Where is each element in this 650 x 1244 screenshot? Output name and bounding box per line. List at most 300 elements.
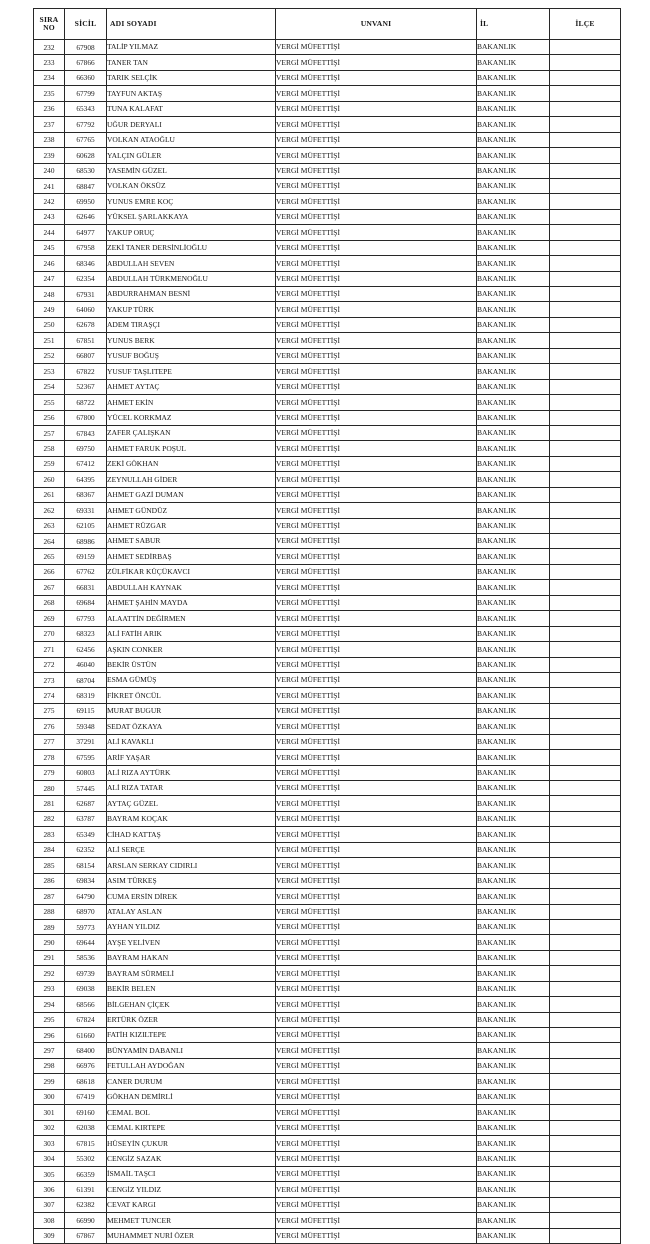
cell-unvani: VERGİ MÜFETTİŞİ — [276, 734, 477, 749]
cell-sira-no: 307 — [34, 1197, 65, 1212]
table-row — [34, 1028, 621, 1043]
cell-adi-soyadi: AHMET GAZİ DUMAN — [107, 487, 276, 502]
table-row — [34, 487, 621, 502]
cell-sira-no: 309 — [34, 1228, 65, 1243]
cell-adi-soyadi: ABDULLAH SEVEN — [107, 256, 276, 271]
cell-ilce — [550, 966, 621, 981]
column-header-adi-soyadi: ADI SOYADI — [107, 9, 276, 40]
cell-adi-soyadi: AHMET ŞAHİN MAYDA — [107, 595, 276, 610]
cell-ilce — [550, 132, 621, 147]
table-row — [34, 456, 621, 471]
cell-sicil: 68323 — [65, 626, 107, 641]
cell-unvani: VERGİ MÜFETTİŞİ — [276, 163, 477, 178]
cell-il: BAKANLIK — [477, 1058, 550, 1073]
table-row — [34, 163, 621, 178]
cell-il: BAKANLIK — [477, 456, 550, 471]
cell-sicil: 67595 — [65, 750, 107, 765]
table-row — [34, 40, 621, 55]
cell-sicil: 66831 — [65, 580, 107, 595]
cell-il: BAKANLIK — [477, 1120, 550, 1135]
cell-unvani: VERGİ MÜFETTİŞİ — [276, 256, 477, 271]
cell-ilce — [550, 734, 621, 749]
cell-sira-no: 278 — [34, 750, 65, 765]
cell-il: BAKANLIK — [477, 904, 550, 919]
cell-adi-soyadi: ABDULLAH KAYNAK — [107, 580, 276, 595]
cell-unvani: VERGİ MÜFETTİŞİ — [276, 86, 477, 101]
cell-sira-no: 274 — [34, 688, 65, 703]
cell-il: BAKANLIK — [477, 657, 550, 672]
column-header-unvani: UNVANI — [276, 9, 477, 40]
cell-adi-soyadi: İSMAİL TAŞCI — [107, 1166, 276, 1181]
cell-sira-no: 267 — [34, 580, 65, 595]
cell-sicil: 65343 — [65, 101, 107, 116]
cell-adi-soyadi: AHMET SEDİRBAŞ — [107, 549, 276, 564]
cell-sicil: 68847 — [65, 178, 107, 193]
cell-ilce — [550, 163, 621, 178]
cell-sira-no: 293 — [34, 981, 65, 996]
cell-sira-no: 268 — [34, 595, 65, 610]
cell-adi-soyadi: MURAT BUGUR — [107, 703, 276, 718]
cell-unvani: VERGİ MÜFETTİŞİ — [276, 611, 477, 626]
cell-il: BAKANLIK — [477, 549, 550, 564]
table-row — [34, 966, 621, 981]
table-row — [34, 317, 621, 332]
cell-unvani: VERGİ MÜFETTİŞİ — [276, 302, 477, 317]
table-row — [34, 1151, 621, 1166]
cell-sicil: 37291 — [65, 734, 107, 749]
cell-il: BAKANLIK — [477, 1213, 550, 1228]
document-page — [33, 8, 620, 1244]
cell-il: BAKANLIK — [477, 889, 550, 904]
cell-il: BAKANLIK — [477, 611, 550, 626]
cell-adi-soyadi: AYHAN YILDIZ — [107, 919, 276, 934]
cell-il: BAKANLIK — [477, 966, 550, 981]
cell-il: BAKANLIK — [477, 101, 550, 116]
table-row — [34, 1197, 621, 1212]
table-row — [34, 935, 621, 950]
cell-unvani: VERGİ MÜFETTİŞİ — [276, 842, 477, 857]
cell-sicil: 67799 — [65, 86, 107, 101]
cell-adi-soyadi: ERTÜRK ÖZER — [107, 1012, 276, 1027]
table-row — [34, 132, 621, 147]
cell-sicil: 68970 — [65, 904, 107, 919]
column-header-sicil: SİCİL — [65, 9, 107, 40]
cell-il: BAKANLIK — [477, 1151, 550, 1166]
cell-il: BAKANLIK — [477, 256, 550, 271]
header-sira-line2: NO — [43, 23, 55, 32]
cell-sicil: 58536 — [65, 950, 107, 965]
cell-il: BAKANLIK — [477, 950, 550, 965]
table-row — [34, 919, 621, 934]
cell-sicil: 68154 — [65, 858, 107, 873]
cell-unvani: VERGİ MÜFETTİŞİ — [276, 997, 477, 1012]
cell-sicil: 67419 — [65, 1089, 107, 1104]
cell-sira-no: 244 — [34, 225, 65, 240]
cell-adi-soyadi: FİKRET ÖNCÜL — [107, 688, 276, 703]
cell-sicil: 69834 — [65, 873, 107, 888]
cell-sicil: 68400 — [65, 1043, 107, 1058]
cell-ilce — [550, 904, 621, 919]
cell-unvani: VERGİ MÜFETTİŞİ — [276, 101, 477, 116]
cell-ilce — [550, 55, 621, 70]
cell-sira-no: 266 — [34, 564, 65, 579]
table-row — [34, 611, 621, 626]
cell-sicil: 67843 — [65, 425, 107, 440]
cell-adi-soyadi: HÜSEYİN ÇUKUR — [107, 1136, 276, 1151]
cell-adi-soyadi: AHMET FARUK POŞUL — [107, 441, 276, 456]
cell-il: BAKANLIK — [477, 410, 550, 425]
cell-ilce — [550, 1197, 621, 1212]
table-row — [34, 395, 621, 410]
cell-ilce — [550, 873, 621, 888]
cell-unvani: VERGİ MÜFETTİŞİ — [276, 564, 477, 579]
table-row — [34, 796, 621, 811]
cell-ilce — [550, 317, 621, 332]
cell-ilce — [550, 827, 621, 842]
cell-adi-soyadi: ALİ FATİH ARIK — [107, 626, 276, 641]
cell-sira-no: 297 — [34, 1043, 65, 1058]
cell-ilce — [550, 117, 621, 132]
cell-ilce — [550, 240, 621, 255]
cell-ilce — [550, 518, 621, 533]
cell-il: BAKANLIK — [477, 194, 550, 209]
table-row — [34, 86, 621, 101]
table-row — [34, 101, 621, 116]
cell-ilce — [550, 626, 621, 641]
cell-unvani: VERGİ MÜFETTİŞİ — [276, 781, 477, 796]
cell-unvani: VERGİ MÜFETTİŞİ — [276, 287, 477, 302]
cell-il: BAKANLIK — [477, 1089, 550, 1104]
cell-adi-soyadi: ABDURRAHMAN BESNİ — [107, 287, 276, 302]
cell-ilce — [550, 333, 621, 348]
table-row — [34, 256, 621, 271]
cell-adi-soyadi: AYŞE YELİVEN — [107, 935, 276, 950]
cell-ilce — [550, 70, 621, 85]
table-row — [34, 194, 621, 209]
cell-unvani: VERGİ MÜFETTİŞİ — [276, 950, 477, 965]
cell-unvani: VERGİ MÜFETTİŞİ — [276, 966, 477, 981]
cell-il: BAKANLIK — [477, 132, 550, 147]
cell-ilce — [550, 456, 621, 471]
cell-il: BAKANLIK — [477, 672, 550, 687]
cell-ilce — [550, 441, 621, 456]
table-row — [34, 70, 621, 85]
cell-il: BAKANLIK — [477, 1105, 550, 1120]
cell-adi-soyadi: ALAATTİN DEĞİRMEN — [107, 611, 276, 626]
cell-il: BAKANLIK — [477, 858, 550, 873]
cell-ilce — [550, 194, 621, 209]
cell-unvani: VERGİ MÜFETTİŞİ — [276, 642, 477, 657]
cell-ilce — [550, 919, 621, 934]
cell-unvani: VERGİ MÜFETTİŞİ — [276, 1182, 477, 1197]
cell-adi-soyadi: YALÇIN GÜLER — [107, 148, 276, 163]
cell-il: BAKANLIK — [477, 734, 550, 749]
cell-adi-soyadi: TUNA KALAFAT — [107, 101, 276, 116]
cell-unvani: VERGİ MÜFETTİŞİ — [276, 796, 477, 811]
table-row — [34, 518, 621, 533]
column-header-ilce: İLÇE — [550, 9, 621, 40]
cell-adi-soyadi: CENGİZ YILDIZ — [107, 1182, 276, 1197]
table-row — [34, 117, 621, 132]
cell-adi-soyadi: ALİ RIZA AYTÜRK — [107, 765, 276, 780]
cell-sicil: 68346 — [65, 256, 107, 271]
cell-unvani: VERGİ MÜFETTİŞİ — [276, 858, 477, 873]
cell-sicil: 67815 — [65, 1136, 107, 1151]
cell-adi-soyadi: CEVAT KARGI — [107, 1197, 276, 1212]
cell-adi-soyadi: BİLGEHAN ÇİÇEK — [107, 997, 276, 1012]
cell-adi-soyadi: CEMAL KIRTEPE — [107, 1120, 276, 1135]
table-row — [34, 148, 621, 163]
cell-sira-no: 246 — [34, 256, 65, 271]
table-row — [34, 703, 621, 718]
cell-sicil: 68722 — [65, 395, 107, 410]
table-row — [34, 873, 621, 888]
cell-sira-no: 270 — [34, 626, 65, 641]
cell-unvani: VERGİ MÜFETTİŞİ — [276, 410, 477, 425]
cell-adi-soyadi: YUNUS EMRE KOÇ — [107, 194, 276, 209]
cell-ilce — [550, 101, 621, 116]
cell-sira-no: 261 — [34, 487, 65, 502]
cell-sira-no: 300 — [34, 1089, 65, 1104]
table-row — [34, 348, 621, 363]
cell-adi-soyadi: BAYRAM SÜRMELİ — [107, 966, 276, 981]
table-row — [34, 302, 621, 317]
cell-unvani: VERGİ MÜFETTİŞİ — [276, 70, 477, 85]
cell-sicil: 68618 — [65, 1074, 107, 1089]
cell-il: BAKANLIK — [477, 1197, 550, 1212]
cell-adi-soyadi: UĞUR DERYALI — [107, 117, 276, 132]
cell-ilce — [550, 178, 621, 193]
cell-sicil: 55302 — [65, 1151, 107, 1166]
table-row — [34, 1120, 621, 1135]
cell-il: BAKANLIK — [477, 225, 550, 240]
cell-unvani: VERGİ MÜFETTİŞİ — [276, 518, 477, 533]
cell-sicil: 67851 — [65, 333, 107, 348]
cell-sira-no: 303 — [34, 1136, 65, 1151]
cell-sicil: 52367 — [65, 379, 107, 394]
cell-il: BAKANLIK — [477, 595, 550, 610]
cell-ilce — [550, 811, 621, 826]
table-row — [34, 287, 621, 302]
cell-unvani: VERGİ MÜFETTİŞİ — [276, 271, 477, 286]
cell-unvani: VERGİ MÜFETTİŞİ — [276, 209, 477, 224]
cell-sicil: 46040 — [65, 657, 107, 672]
cell-sira-no: 265 — [34, 549, 65, 564]
cell-unvani: VERGİ MÜFETTİŞİ — [276, 472, 477, 487]
cell-ilce — [550, 503, 621, 518]
cell-sira-no: 264 — [34, 534, 65, 549]
table-row — [34, 626, 621, 641]
table-row — [34, 1182, 621, 1197]
cell-adi-soyadi: AHMET EKİN — [107, 395, 276, 410]
cell-ilce — [550, 642, 621, 657]
cell-il: BAKANLIK — [477, 1228, 550, 1243]
cell-ilce — [550, 889, 621, 904]
table-row — [34, 950, 621, 965]
cell-sira-no: 235 — [34, 86, 65, 101]
cell-adi-soyadi: BAYRAM KOÇAK — [107, 811, 276, 826]
cell-unvani: VERGİ MÜFETTİŞİ — [276, 827, 477, 842]
table-row — [34, 410, 621, 425]
cell-sicil: 67800 — [65, 410, 107, 425]
table-row — [34, 1074, 621, 1089]
cell-sira-no: 298 — [34, 1058, 65, 1073]
cell-sicil: 57445 — [65, 781, 107, 796]
cell-sira-no: 260 — [34, 472, 65, 487]
cell-sicil: 66807 — [65, 348, 107, 363]
cell-sicil: 64790 — [65, 889, 107, 904]
cell-il: BAKANLIK — [477, 1074, 550, 1089]
cell-ilce — [550, 703, 621, 718]
cell-unvani: VERGİ MÜFETTİŞİ — [276, 132, 477, 147]
table-body — [34, 40, 621, 1244]
cell-sicil: 67931 — [65, 287, 107, 302]
cell-ilce — [550, 1089, 621, 1104]
table-row — [34, 858, 621, 873]
cell-ilce — [550, 256, 621, 271]
cell-adi-soyadi: YAKUP TÜRK — [107, 302, 276, 317]
cell-sira-no: 291 — [34, 950, 65, 965]
cell-unvani: VERGİ MÜFETTİŞİ — [276, 40, 477, 55]
cell-sira-no: 306 — [34, 1182, 65, 1197]
cell-il: BAKANLIK — [477, 487, 550, 502]
cell-sira-no: 242 — [34, 194, 65, 209]
table-row — [34, 580, 621, 595]
cell-unvani: VERGİ MÜFETTİŞİ — [276, 1089, 477, 1104]
cell-adi-soyadi: AHMET RÜZGAR — [107, 518, 276, 533]
cell-sicil: 64060 — [65, 302, 107, 317]
cell-adi-soyadi: TANER TAN — [107, 55, 276, 70]
cell-adi-soyadi: MEHMET TUNCER — [107, 1213, 276, 1228]
cell-sicil: 67958 — [65, 240, 107, 255]
cell-ilce — [550, 858, 621, 873]
cell-sira-no: 269 — [34, 611, 65, 626]
cell-sira-no: 249 — [34, 302, 65, 317]
cell-unvani: VERGİ MÜFETTİŞİ — [276, 225, 477, 240]
cell-unvani: VERGİ MÜFETTİŞİ — [276, 456, 477, 471]
table-row — [34, 842, 621, 857]
cell-sicil: 67792 — [65, 117, 107, 132]
cell-ilce — [550, 781, 621, 796]
cell-sicil: 65349 — [65, 827, 107, 842]
cell-sira-no: 263 — [34, 518, 65, 533]
cell-adi-soyadi: ALİ RIZA TATAR — [107, 781, 276, 796]
cell-sira-no: 259 — [34, 456, 65, 471]
table-row — [34, 425, 621, 440]
cell-adi-soyadi: BEKİR BELEN — [107, 981, 276, 996]
cell-sicil: 67867 — [65, 1228, 107, 1243]
cell-adi-soyadi: AŞKIN CONKER — [107, 642, 276, 657]
table-row — [34, 379, 621, 394]
cell-unvani: VERGİ MÜFETTİŞİ — [276, 703, 477, 718]
cell-sicil: 67866 — [65, 55, 107, 70]
cell-ilce — [550, 1028, 621, 1043]
table-row — [34, 811, 621, 826]
cell-adi-soyadi: ALİ SERÇE — [107, 842, 276, 857]
cell-adi-soyadi: YUNUS BERK — [107, 333, 276, 348]
cell-sira-no: 241 — [34, 178, 65, 193]
cell-unvani: VERGİ MÜFETTİŞİ — [276, 55, 477, 70]
cell-ilce — [550, 1120, 621, 1135]
cell-sicil: 66359 — [65, 1166, 107, 1181]
table-row — [34, 503, 621, 518]
cell-ilce — [550, 595, 621, 610]
table-row — [34, 1166, 621, 1181]
cell-unvani: VERGİ MÜFETTİŞİ — [276, 348, 477, 363]
cell-sicil: 69115 — [65, 703, 107, 718]
column-header-il: İL — [477, 9, 550, 40]
cell-sicil: 69750 — [65, 441, 107, 456]
cell-adi-soyadi: AHMET GÜNDÜZ — [107, 503, 276, 518]
cell-sira-no: 302 — [34, 1120, 65, 1135]
cell-unvani: VERGİ MÜFETTİŞİ — [276, 672, 477, 687]
cell-il: BAKANLIK — [477, 503, 550, 518]
cell-unvani: VERGİ MÜFETTİŞİ — [276, 379, 477, 394]
cell-adi-soyadi: YÜKSEL ŞARLAKKAYA — [107, 209, 276, 224]
cell-sira-no: 273 — [34, 672, 65, 687]
cell-unvani: VERGİ MÜFETTİŞİ — [276, 719, 477, 734]
cell-il: BAKANLIK — [477, 348, 550, 363]
cell-adi-soyadi: FATİH KIZILTEPE — [107, 1028, 276, 1043]
cell-sicil: 62038 — [65, 1120, 107, 1135]
cell-il: BAKANLIK — [477, 827, 550, 842]
cell-sicil: 67822 — [65, 364, 107, 379]
cell-unvani: VERGİ MÜFETTİŞİ — [276, 811, 477, 826]
cell-sira-no: 255 — [34, 395, 65, 410]
cell-ilce — [550, 950, 621, 965]
cell-sicil: 64395 — [65, 472, 107, 487]
cell-unvani: VERGİ MÜFETTİŞİ — [276, 1213, 477, 1228]
cell-sira-no: 232 — [34, 40, 65, 55]
cell-adi-soyadi: FETULLAH AYDOĞAN — [107, 1058, 276, 1073]
cell-il: BAKANLIK — [477, 534, 550, 549]
cell-sicil: 61660 — [65, 1028, 107, 1043]
cell-adi-soyadi: ADEM TIRAŞÇI — [107, 317, 276, 332]
cell-sicil: 64977 — [65, 225, 107, 240]
cell-unvani: VERGİ MÜFETTİŞİ — [276, 1043, 477, 1058]
cell-ilce — [550, 611, 621, 626]
cell-il: BAKANLIK — [477, 271, 550, 286]
cell-sira-no: 294 — [34, 997, 65, 1012]
cell-sira-no: 243 — [34, 209, 65, 224]
cell-sira-no: 287 — [34, 889, 65, 904]
cell-sira-no: 233 — [34, 55, 65, 70]
cell-il: BAKANLIK — [477, 1136, 550, 1151]
cell-adi-soyadi: CİHAD KATTAŞ — [107, 827, 276, 842]
cell-unvani: VERGİ MÜFETTİŞİ — [276, 935, 477, 950]
cell-sira-no: 257 — [34, 425, 65, 440]
cell-sira-no: 304 — [34, 1151, 65, 1166]
cell-sira-no: 286 — [34, 873, 65, 888]
cell-ilce — [550, 364, 621, 379]
table-row — [34, 672, 621, 687]
column-header-sira-no — [34, 9, 65, 40]
cell-il: BAKANLIK — [477, 117, 550, 132]
cell-sicil: 67908 — [65, 40, 107, 55]
cell-adi-soyadi: TALİP YILMAZ — [107, 40, 276, 55]
table-row — [34, 271, 621, 286]
cell-unvani: VERGİ MÜFETTİŞİ — [276, 1105, 477, 1120]
cell-il: BAKANLIK — [477, 935, 550, 950]
cell-adi-soyadi: ATALAY ASLAN — [107, 904, 276, 919]
cell-ilce — [550, 271, 621, 286]
cell-adi-soyadi: YUSUF BOĞUŞ — [107, 348, 276, 363]
cell-il: BAKANLIK — [477, 240, 550, 255]
cell-il: BAKANLIK — [477, 1043, 550, 1058]
cell-il: BAKANLIK — [477, 364, 550, 379]
cell-il: BAKANLIK — [477, 564, 550, 579]
cell-adi-soyadi: VOLKAN ÖKSÜZ — [107, 178, 276, 193]
